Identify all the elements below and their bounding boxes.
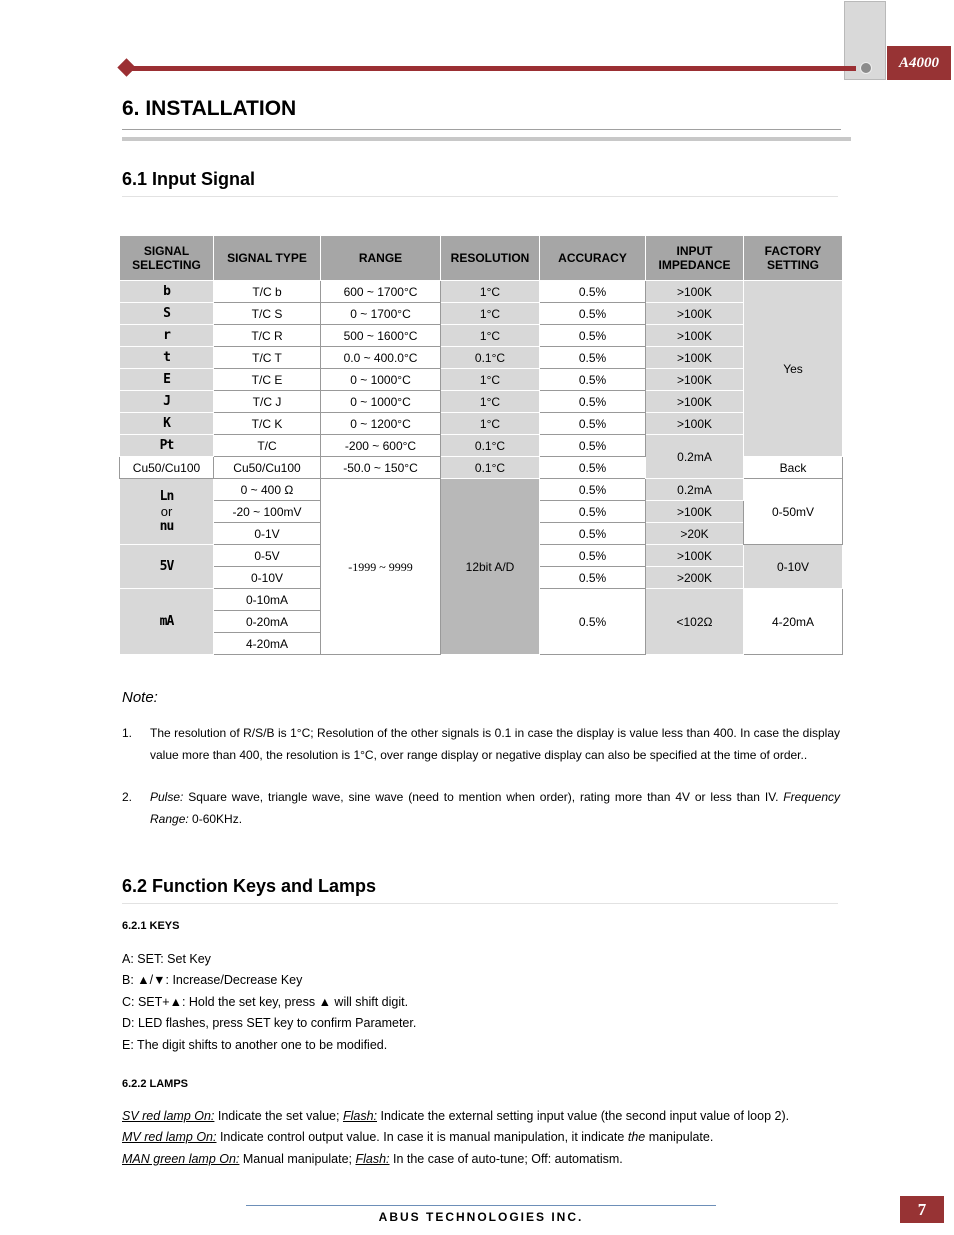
subsection-title-keys: 6.2.1 KEYS	[122, 920, 180, 932]
signal-type: 0-10mA	[214, 589, 321, 611]
signal-code-linear	[120, 479, 214, 545]
signal-code: 5V	[120, 545, 214, 589]
accuracy: 0.5%	[540, 391, 646, 413]
signal-type: 4-20mA	[214, 633, 321, 655]
note-frequency-value: 0-60KHz.	[188, 811, 243, 826]
subsection-title-lamps: 6.2.2 LAMPS	[122, 1078, 189, 1090]
column-header: SIGNAL TYPE	[214, 236, 321, 281]
note-pulse-label: Pulse:	[150, 790, 184, 804]
lamp-item	[122, 1109, 789, 1123]
signal-type: T/C J	[214, 391, 321, 413]
resolution: 1°C	[441, 391, 540, 413]
lamp-text: Indicate the external setting input value (the second input value of loop 2).	[377, 1109, 790, 1123]
factory-setting: 4-20mA	[744, 589, 843, 655]
resolution: 1°C	[441, 303, 540, 325]
table-row	[120, 325, 843, 347]
signal-type: T/C S	[214, 303, 321, 325]
section-divider	[122, 196, 838, 197]
header-rule	[126, 66, 856, 71]
accuracy: 0.5%	[540, 523, 646, 545]
key-item: B: ▲/▼: Increase/Decrease Key	[122, 973, 303, 987]
accuracy: 0.5%	[540, 589, 646, 655]
table-row	[120, 281, 843, 303]
signal-code-or: or	[160, 504, 173, 519]
section-divider	[122, 903, 838, 904]
accuracy: 0.5%	[540, 457, 646, 479]
lamp-text: In the case of auto-tune; Off: automatism.	[389, 1152, 623, 1166]
resolution: 0.1°C	[441, 347, 540, 369]
signal-type: 0-5V	[214, 545, 321, 567]
note-label: Note:	[122, 689, 158, 706]
accuracy: 0.5%	[540, 413, 646, 435]
table-row	[120, 303, 843, 325]
signal-code-nu: nu	[159, 519, 174, 534]
impedance: >100K	[646, 369, 744, 391]
factory-setting: 0-50mV	[744, 479, 843, 545]
range: 0 ~ 1700°C	[321, 303, 441, 325]
column-header: SIGNAL SELECTING	[120, 236, 214, 281]
note-text: The resolution of R/S/B is 1°C; Resolution of the other signals is 0.1 in case the display is value less than 400. In case the display value more than 400, the resolution is 1°C, over range display or negative display can also be specified at the time of order..	[150, 726, 840, 762]
range: -50.0 ~ 150°C	[321, 457, 441, 479]
section-title-function-keys: 6.2 Function Keys and Lamps	[122, 876, 377, 896]
signal-code: mA	[120, 589, 214, 655]
impedance: >20K	[646, 523, 744, 545]
resolution: 0.1°C	[441, 457, 540, 479]
lamp-text: Indicate control output value. In case it is manual manipulation, it indicate	[216, 1130, 628, 1144]
range: 600 ~ 1700°C	[321, 281, 441, 303]
signal-code: Cu50/Cu100	[120, 457, 214, 479]
signal-type: T/C T	[214, 347, 321, 369]
signal-code: J	[120, 391, 214, 413]
note-pulse-text: Square wave, triangle wave, sine wave (need to mention when order), rating more than 4V or less than IV.	[183, 790, 784, 804]
signal-type: T/C b	[214, 281, 321, 303]
impedance: >100K	[646, 281, 744, 303]
signal-code: E	[120, 369, 214, 391]
lamp-item	[122, 1130, 713, 1144]
diamond-icon	[117, 58, 135, 76]
signal-type: 0-20mA	[214, 611, 321, 633]
column-header: INPUT IMPEDANCE	[646, 236, 744, 281]
impedance: >100K	[646, 391, 744, 413]
resolution: 1°C	[441, 281, 540, 303]
note-item	[0, 723, 954, 787]
column-header: RANGE	[321, 236, 441, 281]
lamp-item	[122, 1152, 623, 1166]
column-header: ACCURACY	[540, 236, 646, 281]
signal-code: t	[120, 347, 214, 369]
section-title-input-signal: 6.1 Input Signal	[122, 169, 256, 189]
note-number: 2.	[122, 790, 133, 804]
resolution: 1°C	[441, 325, 540, 347]
signal-type: T/C E	[214, 369, 321, 391]
resolution: 12bit A/D	[441, 479, 540, 655]
impedance: >100K	[646, 325, 744, 347]
signal-type: T/C K	[214, 413, 321, 435]
impedance: >100K	[646, 545, 744, 567]
lamp-text: Indicate the set value;	[214, 1109, 343, 1123]
accuracy: 0.5%	[540, 281, 646, 303]
accuracy: 0.5%	[540, 347, 646, 369]
key-item: C: SET+▲: Hold the set key, press ▲ will shift digit.	[122, 995, 409, 1009]
lamp-label: SV red lamp On:	[122, 1109, 215, 1123]
range: -200 ~ 600°C	[321, 435, 441, 457]
note-number: 1.	[122, 726, 133, 740]
factory-setting: Yes	[744, 281, 843, 457]
note-item	[0, 787, 954, 831]
column-header: FACTORY SETTING	[744, 236, 843, 281]
chapter-divider-thick	[122, 137, 851, 141]
lamp-flash-label: Flash:	[355, 1152, 390, 1166]
signal-type: T/C	[214, 435, 321, 457]
range: 0 ~ 1000°C	[321, 369, 441, 391]
tab-dot-icon	[860, 62, 872, 74]
signal-type: 0-1V	[214, 523, 321, 545]
key-item: E: The digit shifts to another one to be modified.	[122, 1038, 388, 1052]
lamp-label: MAN green lamp On:	[122, 1152, 240, 1166]
chapter-title: 6. INSTALLATION	[122, 97, 297, 120]
accuracy: 0.5%	[540, 567, 646, 589]
signal-code: b	[120, 281, 214, 303]
signal-code: Pt	[120, 435, 214, 457]
impedance: >100K	[646, 413, 744, 435]
key-item: A: SET: Set Key	[122, 952, 211, 966]
lamp-flash-label: Flash:	[342, 1109, 378, 1123]
signal-type: -20 ~ 100mV	[214, 501, 321, 523]
signal-type: 0 ~ 400 Ω	[214, 479, 321, 501]
lamp-italic-word: the	[627, 1130, 646, 1144]
model-label: A4000	[887, 46, 951, 80]
lamp-label: MV red lamp On:	[122, 1130, 217, 1144]
signal-type: 0-10V	[214, 567, 321, 589]
accuracy: 0.5%	[540, 303, 646, 325]
footer-company: ABUS TECHNOLOGIES INC.	[378, 1210, 584, 1224]
table-row	[120, 369, 843, 391]
table-row	[120, 479, 843, 501]
signal-code-ln: Ln	[159, 489, 174, 504]
signal-code: r	[120, 325, 214, 347]
note-frequency-label: Frequency Range:	[150, 790, 840, 826]
impedance: <102Ω	[646, 589, 744, 655]
impedance: >100K	[646, 347, 744, 369]
table-row	[120, 347, 843, 369]
range: 0 ~ 1200°C	[321, 413, 441, 435]
table-row	[120, 435, 843, 457]
resolution: 1°C	[441, 369, 540, 391]
signal-type: Cu50/Cu100	[214, 457, 321, 479]
accuracy: 0.5%	[540, 479, 646, 501]
signal-code: K	[120, 413, 214, 435]
range: -1999 ~ 9999	[321, 479, 441, 655]
lamp-text: manipulate.	[645, 1130, 714, 1144]
table-row	[120, 391, 843, 413]
key-item: D: LED flashes, press SET key to confirm Parameter.	[122, 1016, 417, 1030]
signal-code: S	[120, 303, 214, 325]
accuracy: 0.5%	[540, 501, 646, 523]
impedance: >200K	[646, 567, 744, 589]
table-header-row	[120, 236, 843, 281]
range: 500 ~ 1600°C	[321, 325, 441, 347]
footer-divider	[246, 1205, 716, 1206]
impedance: >100K	[646, 501, 744, 523]
table-row	[120, 413, 843, 435]
signal-type: T/C R	[214, 325, 321, 347]
lamp-text: Manual manipulate;	[239, 1152, 356, 1166]
input-signal-table	[119, 235, 843, 655]
note-text	[150, 787, 840, 830]
range: 0.0 ~ 400.0°C	[321, 347, 441, 369]
impedance: 0.2mA	[646, 435, 744, 479]
factory-setting: 0-10V	[744, 545, 843, 589]
resolution: 0.1°C	[441, 435, 540, 457]
accuracy: 0.5%	[540, 369, 646, 391]
column-header: RESOLUTION	[441, 236, 540, 281]
page-number: 7	[900, 1196, 944, 1223]
impedance: 0.2mA	[646, 479, 744, 501]
accuracy: 0.5%	[540, 545, 646, 567]
chapter-divider	[122, 129, 841, 130]
accuracy: 0.5%	[540, 325, 646, 347]
factory-setting: Back	[744, 457, 843, 479]
accuracy: 0.5%	[540, 435, 646, 457]
resolution: 1°C	[441, 413, 540, 435]
impedance: >100K	[646, 303, 744, 325]
range: 0 ~ 1000°C	[321, 391, 441, 413]
